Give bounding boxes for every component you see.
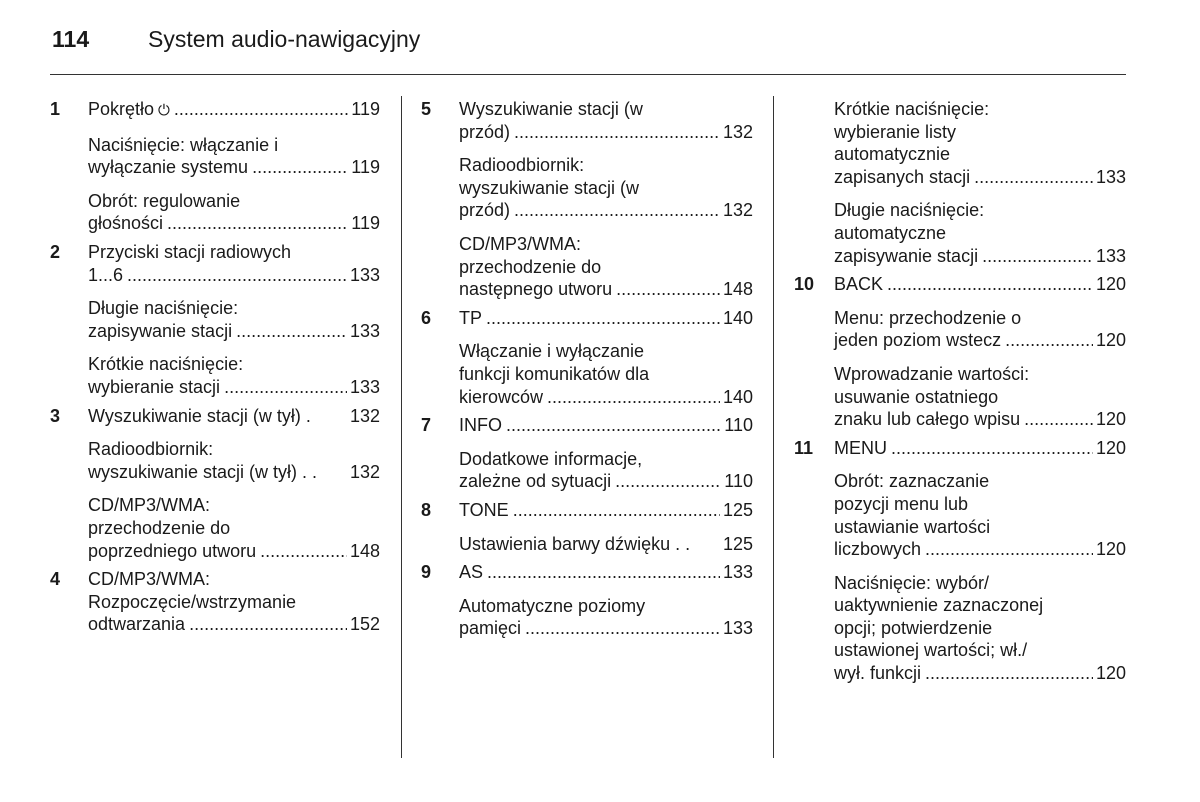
page-ref: 120 [1095, 330, 1126, 351]
page-ref: 133 [349, 376, 380, 397]
entry-number: 9 [421, 562, 432, 583]
sub-entry-text: głośności [88, 213, 164, 234]
page-ref: 125 [722, 499, 753, 520]
sub-entry [88, 353, 380, 398]
sub-entry-text: Długie naciśnięcie: [88, 298, 239, 319]
continued-entry [794, 98, 1126, 267]
sub-entry-text: wyszukiwanie stacji (w tył) . . [88, 461, 318, 482]
sub-entry [459, 595, 753, 640]
entry-label: 1...6 [88, 264, 124, 285]
page-ref: 133 [1095, 166, 1126, 187]
sub-entry-text: znaku lub całego wpisu [834, 409, 1021, 430]
entry-number: 10 [794, 274, 815, 295]
index-entry-8 [421, 499, 753, 555]
sub-entry-text: Naciśnięcie: wybór/ [834, 572, 990, 593]
entry-number: 3 [50, 405, 61, 426]
column-divider [401, 96, 402, 758]
page-ref: 133 [349, 320, 380, 341]
entry-label: TP [459, 307, 483, 328]
page-ref: 132 [349, 461, 380, 482]
page-ref: 119 [351, 99, 380, 119]
entry-label: Rozpoczęcie/wstrzymanie [88, 591, 297, 612]
sub-entry [88, 438, 380, 483]
sub-entry-text: opcji; potwierdzenie [834, 617, 993, 638]
entry-label: Pokrętło [88, 99, 155, 119]
sub-entry-text: zapisanych stacji [834, 166, 971, 187]
entry-label: MENU [834, 437, 887, 458]
sub-entry [834, 199, 1126, 267]
sub-entry-text: CD/MP3/WMA: [459, 233, 582, 254]
entry-number: 5 [421, 99, 432, 119]
entry-label: przód) [459, 121, 511, 142]
sub-entry [459, 340, 753, 408]
page-ref: 119 [351, 213, 380, 234]
page-ref: 132 [722, 121, 753, 142]
entry-label: AS [459, 562, 484, 583]
entry-number: 1 [50, 99, 61, 119]
sub-entry [88, 297, 380, 342]
sub-entry [834, 307, 1126, 352]
page-ref: 119 [351, 157, 380, 178]
sub-entry-text: Wprowadzanie wartości: [834, 363, 1030, 384]
sub-entry-text: zapisywanie stacji [88, 320, 233, 341]
index-entry-1 [50, 98, 380, 235]
index-entry-11 [794, 437, 1126, 685]
entry-label: odtwarzania [88, 614, 186, 635]
entry-label: Wyszukiwanie stacji (w [459, 99, 643, 119]
sub-entry-text: liczbowych [834, 539, 922, 560]
sub-entry-text: Obrót: regulowanie [88, 190, 241, 211]
sub-entry-text: Krótkie naciśnięcie: [88, 354, 244, 375]
page-ref: 140 [722, 307, 753, 328]
page-ref: 148 [349, 540, 380, 561]
sub-entry [459, 154, 753, 222]
page-ref: 120 [1095, 409, 1126, 430]
sub-entry-text: Ustawienia barwy dźwięku . . [459, 533, 691, 554]
sub-entry [459, 233, 753, 301]
page-ref: 125 [722, 533, 753, 554]
sub-entry-text: wył. funkcji [834, 663, 922, 684]
power-icon: ⏻ [158, 102, 170, 119]
sub-entry [88, 494, 380, 562]
entry-number: 11 [794, 437, 814, 458]
sub-entry [834, 363, 1126, 431]
index-entry-9 [421, 561, 753, 640]
page-ref: 110 [724, 471, 753, 492]
sub-entry-text: Obrót: zaznaczanie [834, 471, 990, 492]
page-ref: 148 [722, 279, 753, 300]
sub-entry-text: Radioodbiornik: [459, 155, 585, 176]
page-ref: 133 [722, 562, 753, 583]
sub-entry-text: przechodzenie do [88, 517, 231, 538]
index-entry-3 [50, 405, 380, 563]
sub-entry-text: Naciśnięcie: włączanie i [88, 134, 279, 155]
sub-entry-text: Menu: przechodzenie o [834, 307, 1022, 328]
index-entry-4 [50, 568, 380, 636]
index-entry-6 [421, 307, 753, 408]
entry-number: 4 [50, 569, 61, 590]
sub-entry-text: Krótkie naciśnięcie: [834, 99, 990, 119]
sub-entry-text: przód) [459, 200, 511, 221]
sub-entry [459, 448, 753, 493]
sub-entry-text: usuwanie ostatniego [834, 386, 999, 407]
page-ref: 132 [349, 405, 380, 426]
sub-entry-text: poprzedniego utworu [88, 540, 257, 561]
sub-entry-text: zależne od sytuacji [459, 471, 612, 492]
page-header [52, 26, 420, 53]
sub-entry-text: pozycji menu lub [834, 493, 969, 514]
index-column-1 [50, 98, 380, 636]
column-divider [773, 96, 774, 758]
sub-entry-text: przechodzenie do [459, 256, 602, 277]
index-entry-5 [421, 98, 753, 301]
sub-entry-text: automatyczne [834, 222, 947, 243]
sub-entry-text: Włączanie i wyłączanie [459, 341, 645, 362]
header-rule [50, 74, 1126, 75]
page-ref: 133 [722, 618, 753, 639]
entry-label: INFO [459, 415, 502, 436]
sub-entry-text: Długie naciśnięcie: [834, 200, 985, 221]
sub-entry-text: Automatyczne poziomy [459, 595, 646, 616]
page-ref: 133 [349, 264, 380, 285]
entry-label: CD/MP3/WMA: [88, 569, 211, 590]
sub-entry-text: Dodatkowe informacje, [459, 448, 643, 469]
entry-label: BACK [834, 274, 884, 295]
entry-label: Wyszukiwanie stacji (w tył) . [88, 405, 311, 426]
sub-entry [459, 533, 753, 556]
sub-entry-text: funkcji komunikatów dla [459, 363, 650, 384]
sub-entry-text: wybieranie listy [834, 121, 957, 142]
page-ref: 120 [1095, 274, 1126, 295]
sub-entry-text: następnego utworu [459, 279, 613, 300]
entry-number: 7 [421, 415, 432, 436]
index-entry-2 [50, 241, 380, 399]
sub-entry-text: wyszukiwanie stacji (w [459, 177, 640, 198]
index-column-2 [421, 98, 753, 640]
sub-entry-text: ustawianie wartości [834, 516, 991, 537]
page-ref: 120 [1095, 539, 1126, 560]
page-ref: 132 [722, 200, 753, 221]
sub-entry-text: pamięci [459, 618, 522, 639]
page-ref: 120 [1095, 437, 1126, 458]
sub-entry [88, 134, 380, 179]
index-entry-7 [421, 414, 753, 493]
sub-entry-text: automatycznie [834, 144, 951, 165]
entry-number: 2 [50, 241, 61, 262]
sub-entry-text: uaktywnienie zaznaczonej [834, 595, 1044, 616]
sub-entry [834, 470, 1126, 560]
sub-entry-text: Radioodbiornik: [88, 439, 214, 460]
sub-entry-text: CD/MP3/WMA: [88, 495, 211, 516]
index-column-3 [794, 98, 1126, 685]
sub-entry-text: kierowców [459, 386, 544, 407]
page-ref: 110 [724, 415, 753, 436]
sub-entry-text: jeden poziom wstecz [834, 330, 1002, 351]
page-ref: 120 [1095, 663, 1126, 684]
page-ref: 140 [722, 386, 753, 407]
index-entry-10 [794, 273, 1126, 431]
page-ref: 133 [1095, 245, 1126, 266]
sub-entry-text: wyłączanie systemu [88, 157, 249, 178]
sub-entry-text: ustawionej wartości; wł./ [834, 640, 1028, 661]
entry-number: 8 [421, 499, 432, 520]
entry-number: 6 [421, 307, 432, 328]
sub-entry [834, 572, 1126, 685]
page-title: System audio-nawigacyjny [148, 26, 421, 52]
page-ref: 152 [349, 614, 380, 635]
sub-entry-text: wybieranie stacji [88, 376, 221, 397]
sub-entry-text: zapisywanie stacji [834, 245, 979, 266]
page-number: 114 [52, 26, 90, 52]
entry-label: TONE [459, 499, 509, 520]
sub-entry [88, 190, 380, 235]
entry-label: Przyciski stacji radiowych [88, 241, 292, 262]
